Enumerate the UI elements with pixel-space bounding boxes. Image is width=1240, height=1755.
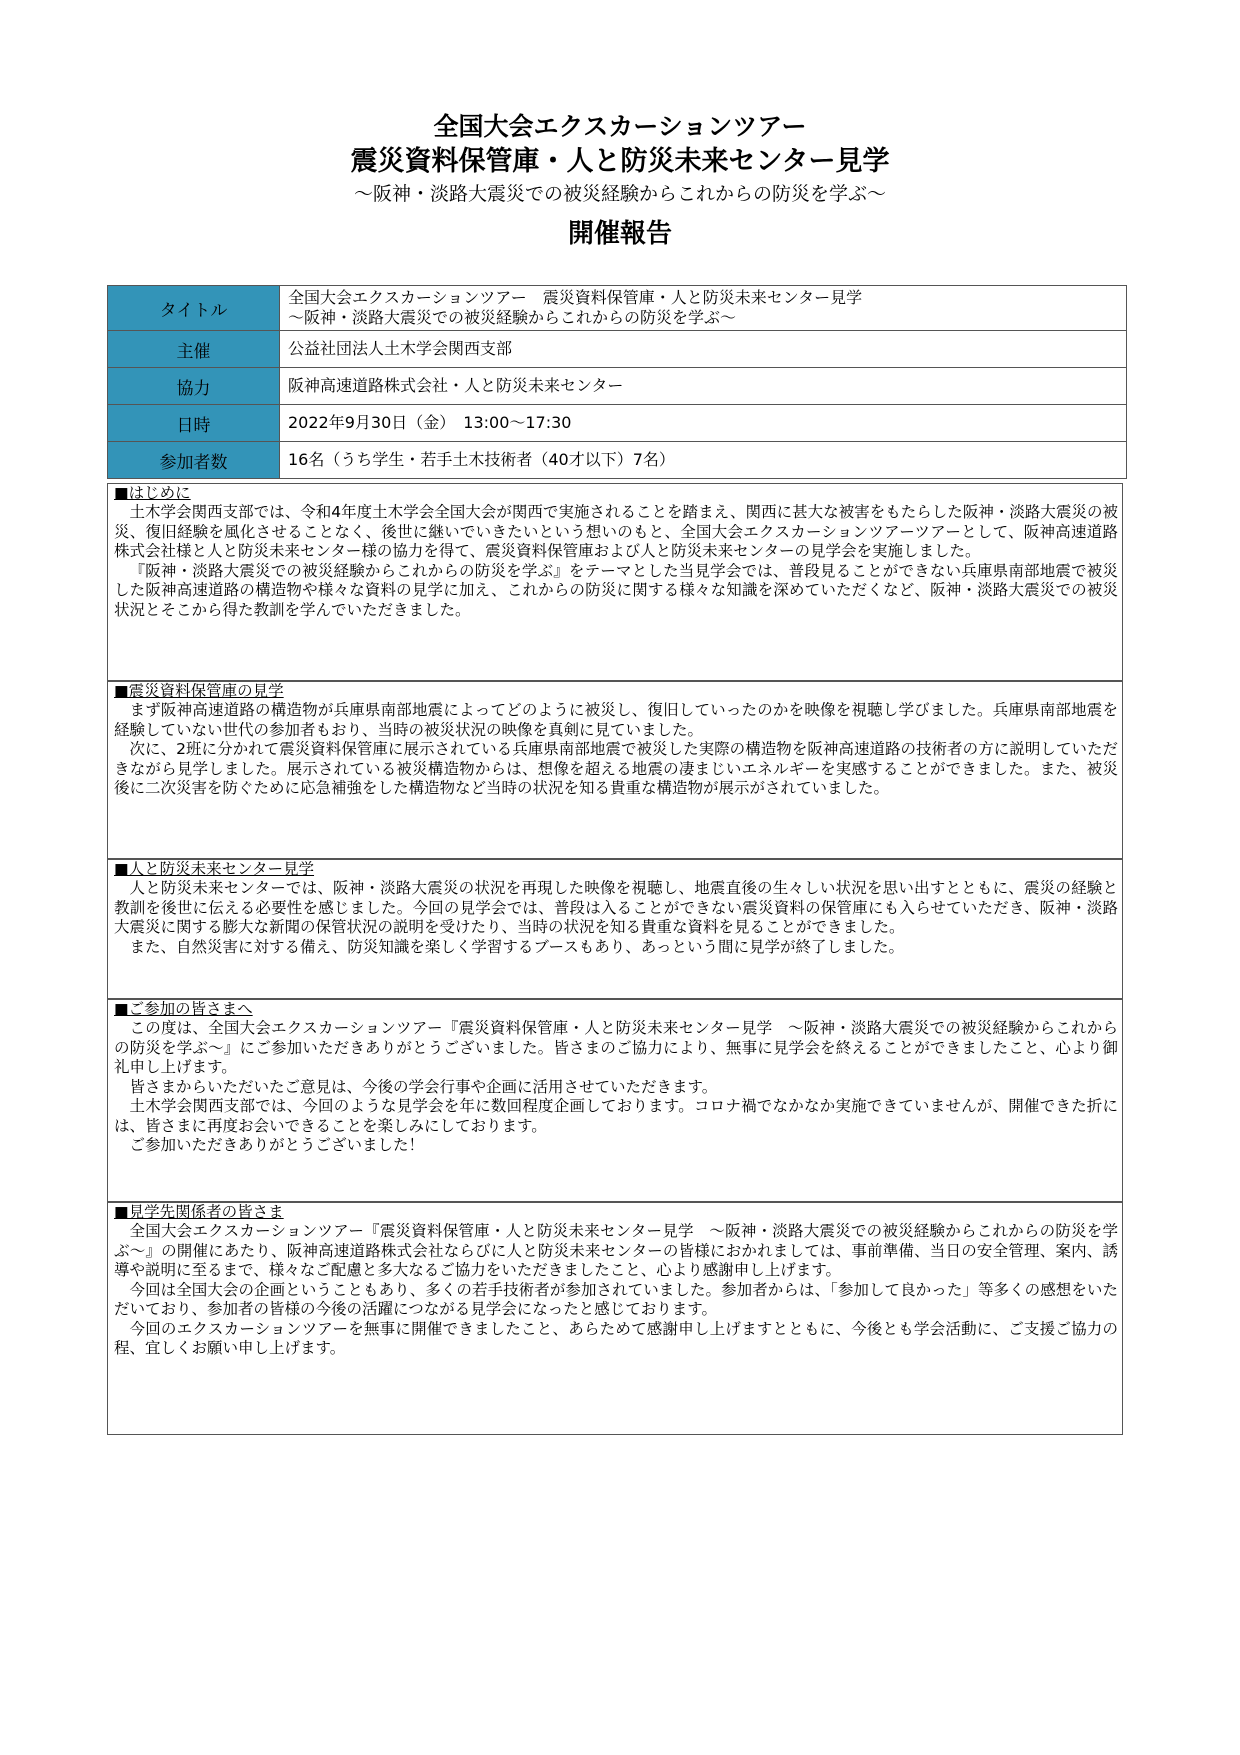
section-paragraph: まず阪神高速道路の構造物が兵庫県南部地震によってどのように被災し、復旧していったのかを映像を視聴し学びました。兵庫県南部地震を経験していない世代の参加者もおり、当時の被災状況の映像を真剣に見ていました。: [114, 701, 1118, 739]
section-paragraph: 土木学会関西支部では、今回のような見学会を年に数回程度企画しております。コロナ禍でなかなか実施できていませんが、開催できた折には、皆さまに再度お会いできることを楽しみにしております。: [114, 1097, 1118, 1135]
event-theme: ～阪神・淡路大震災での被災経験からこれからの防災を学ぶ～: [353, 183, 886, 205]
info-row-cooperation: [108, 368, 1127, 405]
section-center-visit: [107, 859, 1123, 999]
section-paragraph: 次に、2班に分かれて震災資料保管庫に展示されている兵庫県南部地震で被災した実際の構造物を阪神高速道路の技術者の方に説明していただきながら見学しました。展示されている被災構造物からは、想像を超える地震の凄まじいエネルギーを実感することができました。また、被災後に二次災害を防ぐために応急補強をした構造物など当時の状況を知る貴重な構造物が展示がされていました。: [114, 740, 1118, 797]
section-host-message: [107, 1202, 1123, 1435]
info-label: 主催: [108, 331, 280, 368]
info-value-line: ～阪神・淡路大震災での被災経験からこれからの防災を学ぶ～: [288, 308, 737, 327]
section-paragraph: ご参加いただきありがとうございました！: [129, 1136, 425, 1154]
section-heading: ■見学先関係者の皆さま: [114, 1203, 284, 1221]
info-value-line: 全国大会エクスカーションツアー 震災資料保管庫・人と防災未来センター見学: [288, 288, 863, 307]
section-introduction: [107, 483, 1123, 681]
section-paragraph: 今回のエクスカーションツアーを無事に開催できましたこと、あらためて感謝申し上げますとともに、今後とも学会活動に、ご支援ご協力の程、宜しくお願い申し上げます。: [114, 1319, 1118, 1357]
info-row-participants: [108, 442, 1127, 479]
section-heading: ■ご参加の皆さまへ: [114, 1000, 253, 1018]
event-title: 全国大会エクスカーションツアー: [433, 112, 807, 141]
info-value: 阪神高速道路株式会社・人と防災未来センター: [280, 368, 1127, 405]
section-heading: ■はじめに: [114, 484, 191, 502]
info-row-title: [108, 286, 1127, 331]
section-heading: ■人と防災未来センター見学: [114, 860, 315, 878]
section-paragraph: 皆さまからいただいたご意見は、今後の学会行事や企画に活用させていただきます。: [129, 1077, 718, 1096]
info-label: 協力: [108, 368, 280, 405]
event-subtitle: 震災資料保管庫・人と防災未来センター見学: [350, 146, 890, 177]
report-header: [0, 110, 1240, 254]
section-archive-visit: [107, 681, 1123, 859]
section-paragraph: 土木学会関西支部では、令和4年度土木学会全国大会が関西で実施されることを踏まえ、関西に甚大な被害をもたらした阪神・淡路大震災の被災、復旧経験を風化させることなく、後世に継いでいきたいという想いのもと、全国大会エクスカーションツアーツアーとして、阪神高速道路株式会社様と人と防災未来センター様の協力を得て、震災資料保管庫および人と防災未来センターの見学会を実施しました。: [114, 503, 1118, 560]
report-title: 開催報告: [567, 219, 672, 249]
event-info-table: [107, 285, 1127, 479]
section-paragraph: 『阪神・淡路大震災での被災経験からこれからの防災を学ぶ』をテーマとした当見学会では、普段見ることができない兵庫県南部地震で被災した阪神高速道路の構造物や様々な資料の見学に加え、これからの防災に関する様々な知識を深めていただくなど、阪神・淡路大震災での被災状況とそこから得た教訓を学んでいただきました。: [114, 561, 1118, 619]
section-paragraph: 今回は全国大会の企画ということもあり、多くの若手技術者が参加されていました。参加者からは、「参加して良かった」等多くの感想をいただいており、参加者の皆様の今後の活躍につながる見学会になったと感じております。: [114, 1280, 1118, 1318]
section-paragraph: また、自然災害に対する備え、防災知識を楽しく学習するブースもあり、あっという間に見学が終了しました。: [129, 937, 905, 956]
section-heading: ■震災資料保管庫の見学: [114, 682, 284, 700]
info-value: 公益社団法人土木学会関西支部: [280, 331, 1127, 368]
info-label: 日時: [108, 405, 280, 442]
section-paragraph: この度は、全国大会エクスカーションツアー『震災資料保管庫・人と防災未来センター見学 ～阪神・淡路大震災での被災経験からこれからの防災を学ぶ～』にご参加いただきありがとうございました。皆さまのご協力により、無事に見学会を終えることができましたこと、心より御礼申し上げます。: [114, 1019, 1118, 1076]
section-participants-message: [107, 999, 1123, 1202]
info-label: 参加者数: [108, 442, 280, 479]
section-paragraph: 全国大会エクスカーションツアー『震災資料保管庫・人と防災未来センター見学 ～阪神・淡路大震災での被災経験からこれからの防災を学ぶ～』の開催にあたり、阪神高速道路株式会社ならびに人と防災未来センターの皆様におかれましては、事前準備、当日の安全管理、案内、誘導や説明に至るまで、様々なご配慮と多大なるご協力をいただきましたこと、心より感謝申し上げます。: [114, 1222, 1118, 1279]
info-row-datetime: [108, 405, 1127, 442]
info-value: 16名（うち学生・若手土木技術者（40才以下）7名）: [280, 442, 1127, 479]
info-value: [280, 286, 1127, 331]
info-row-organizer: [108, 331, 1127, 368]
section-paragraph: 人と防災未来センターでは、阪神・淡路大震災の状況を再現した映像を視聴し、地震直後の生々しい状況を思い出すとともに、震災の経験と教訓を後世に伝える必要性を感じました。今回の見学会では、普段は入ることができない震災資料の保管庫にも入らせていただき、阪神・淡路大震災に関する膨大な新聞の保管状況の説明を受けたり、当時の状況を知る貴重な資料を見ることができました。: [114, 879, 1118, 936]
info-value: 2022年9月30日（金） 13:00～17:30: [280, 405, 1127, 442]
info-label: タイトル: [108, 286, 280, 331]
